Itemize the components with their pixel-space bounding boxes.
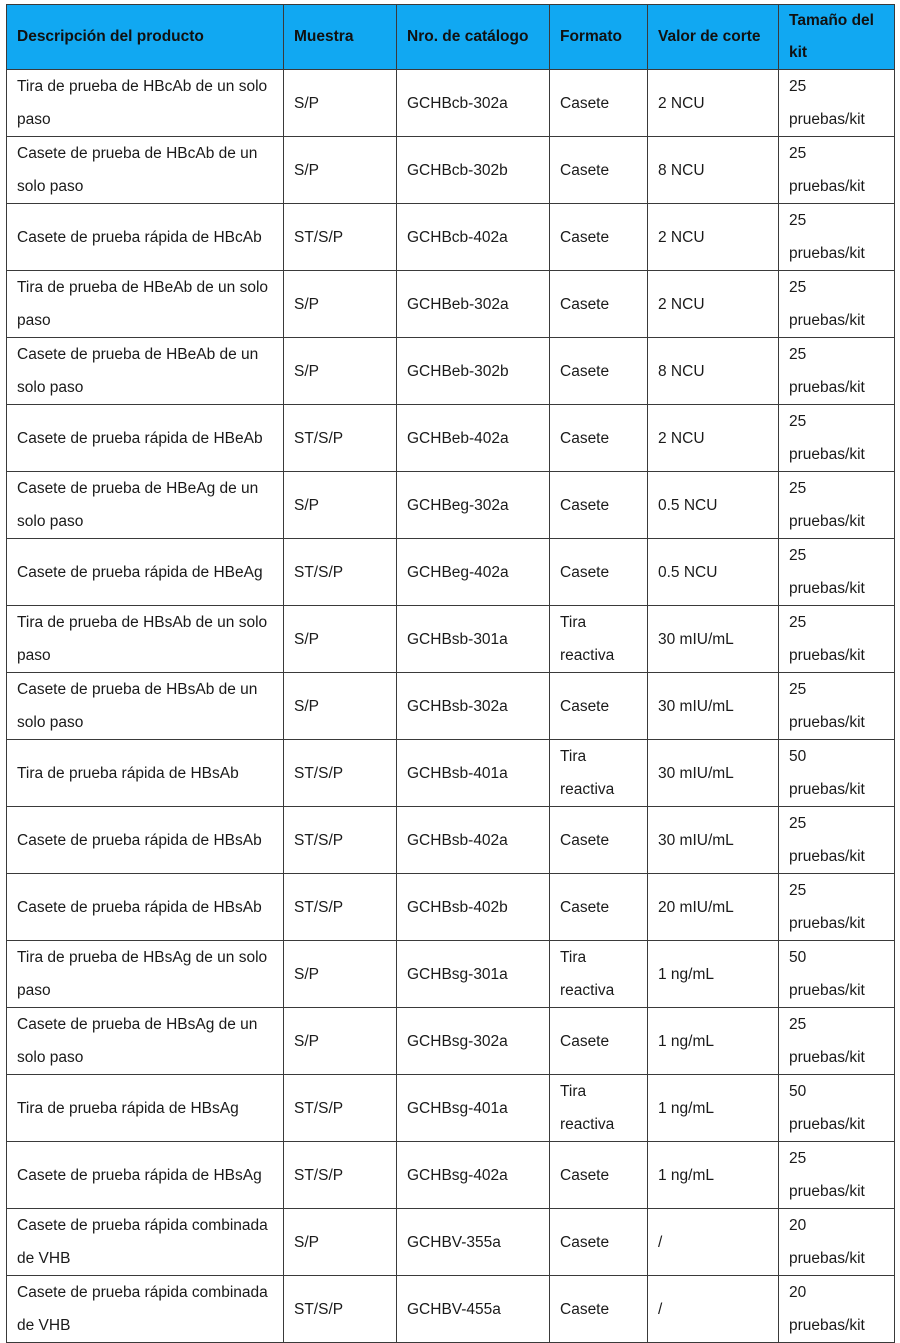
header-cutoff-value: Valor de corte: [648, 5, 779, 70]
cell-catalog-number: GCHBV-455a: [397, 1276, 550, 1343]
cell-kit-size: 25 pruebas/kit: [779, 673, 895, 740]
table-row: [7, 1142, 895, 1209]
cell-catalog-number: GCHBV-355a: [397, 1209, 550, 1276]
table-row: [7, 740, 895, 807]
cell-cutoff-value: 30 mIU/mL: [648, 807, 779, 874]
cell-format: Casete: [550, 874, 648, 941]
cell-product-description: Casete de prueba de HBsAb de un solo paso: [7, 673, 284, 740]
cell-kit-size: 25 pruebas/kit: [779, 405, 895, 472]
table-row: [7, 539, 895, 606]
cell-cutoff-value: /: [648, 1209, 779, 1276]
cell-kit-size: 25 pruebas/kit: [779, 606, 895, 673]
cell-sample: ST/S/P: [284, 1142, 397, 1209]
cell-format: Casete: [550, 70, 648, 137]
cell-cutoff-value: 2 NCU: [648, 405, 779, 472]
table-row: [7, 673, 895, 740]
header-sample: Muestra: [284, 5, 397, 70]
cell-sample: S/P: [284, 271, 397, 338]
cell-sample: S/P: [284, 472, 397, 539]
cell-cutoff-value: 2 NCU: [648, 70, 779, 137]
product-catalog-table: [6, 4, 895, 1343]
cell-catalog-number: GCHBsg-302a: [397, 1008, 550, 1075]
table-row: [7, 405, 895, 472]
cell-sample: S/P: [284, 137, 397, 204]
cell-cutoff-value: 8 NCU: [648, 137, 779, 204]
cell-product-description: Casete de prueba rápida de HBsAb: [7, 807, 284, 874]
cell-kit-size: 25 pruebas/kit: [779, 70, 895, 137]
table-row: [7, 472, 895, 539]
cell-kit-size: 20 pruebas/kit: [779, 1209, 895, 1276]
cell-sample: ST/S/P: [284, 1276, 397, 1343]
cell-catalog-number: GCHBsg-402a: [397, 1142, 550, 1209]
cell-format: Casete: [550, 1008, 648, 1075]
cell-format: Casete: [550, 1209, 648, 1276]
cell-cutoff-value: 1 ng/mL: [648, 1142, 779, 1209]
cell-product-description: Casete de prueba rápida combinada de VHB: [7, 1209, 284, 1276]
cell-sample: S/P: [284, 1209, 397, 1276]
table-row: [7, 807, 895, 874]
cell-kit-size: 50 pruebas/kit: [779, 1075, 895, 1142]
cell-kit-size: 25 pruebas/kit: [779, 472, 895, 539]
table-row: [7, 137, 895, 204]
cell-kit-size: 25 pruebas/kit: [779, 1142, 895, 1209]
cell-kit-size: 20 pruebas/kit: [779, 1276, 895, 1343]
cell-format: Tira reactiva: [550, 941, 648, 1008]
cell-cutoff-value: 2 NCU: [648, 204, 779, 271]
cell-product-description: Casete de prueba de HBeAb de un solo paso: [7, 338, 284, 405]
cell-kit-size: 25 pruebas/kit: [779, 137, 895, 204]
cell-product-description: Tira de prueba de HBsAb de un solo paso: [7, 606, 284, 673]
cell-catalog-number: GCHBsb-401a: [397, 740, 550, 807]
cell-cutoff-value: 1 ng/mL: [648, 1008, 779, 1075]
cell-kit-size: 50 pruebas/kit: [779, 941, 895, 1008]
cell-sample: ST/S/P: [284, 1075, 397, 1142]
cell-sample: S/P: [284, 1008, 397, 1075]
cell-sample: ST/S/P: [284, 539, 397, 606]
cell-cutoff-value: 0.5 NCU: [648, 472, 779, 539]
cell-product-description: Tira de prueba de HBeAb de un solo paso: [7, 271, 284, 338]
cell-catalog-number: GCHBeb-302a: [397, 271, 550, 338]
cell-product-description: Casete de prueba de HBeAg de un solo paso: [7, 472, 284, 539]
table-row: [7, 606, 895, 673]
cell-product-description: Casete de prueba rápida de HBeAb: [7, 405, 284, 472]
cell-sample: S/P: [284, 941, 397, 1008]
cell-product-description: Casete de prueba rápida de HBcAb: [7, 204, 284, 271]
cell-product-description: Tira de prueba de HBsAg de un solo paso: [7, 941, 284, 1008]
table-row: [7, 1075, 895, 1142]
table-body: [7, 70, 895, 1343]
cell-catalog-number: GCHBsb-302a: [397, 673, 550, 740]
cell-product-description: Casete de prueba rápida de HBsAb: [7, 874, 284, 941]
cell-product-description: Casete de prueba de HBcAb de un solo paso: [7, 137, 284, 204]
table-row: [7, 70, 895, 137]
cell-kit-size: 25 pruebas/kit: [779, 338, 895, 405]
cell-sample: S/P: [284, 673, 397, 740]
cell-catalog-number: GCHBsg-301a: [397, 941, 550, 1008]
cell-product-description: Tira de prueba rápida de HBsAb: [7, 740, 284, 807]
cell-product-description: Casete de prueba rápida de HBsAg: [7, 1142, 284, 1209]
cell-format: Casete: [550, 807, 648, 874]
cell-kit-size: 25 pruebas/kit: [779, 539, 895, 606]
table-row: [7, 941, 895, 1008]
cell-cutoff-value: 2 NCU: [648, 271, 779, 338]
cell-catalog-number: GCHBcb-302a: [397, 70, 550, 137]
cell-sample: S/P: [284, 338, 397, 405]
cell-kit-size: 25 pruebas/kit: [779, 807, 895, 874]
cell-format: Casete: [550, 405, 648, 472]
cell-cutoff-value: 8 NCU: [648, 338, 779, 405]
cell-sample: ST/S/P: [284, 204, 397, 271]
cell-catalog-number: GCHBcb-302b: [397, 137, 550, 204]
cell-sample: ST/S/P: [284, 740, 397, 807]
cell-kit-size: 25 pruebas/kit: [779, 874, 895, 941]
cell-product-description: Tira de prueba de HBcAb de un solo paso: [7, 70, 284, 137]
cell-catalog-number: GCHBeb-402a: [397, 405, 550, 472]
cell-kit-size: 50 pruebas/kit: [779, 740, 895, 807]
cell-cutoff-value: 30 mIU/mL: [648, 740, 779, 807]
cell-catalog-number: GCHBsb-402a: [397, 807, 550, 874]
cell-cutoff-value: 1 ng/mL: [648, 1075, 779, 1142]
cell-catalog-number: GCHBsb-402b: [397, 874, 550, 941]
header-row: [7, 5, 895, 70]
cell-sample: ST/S/P: [284, 405, 397, 472]
cell-cutoff-value: 0.5 NCU: [648, 539, 779, 606]
cell-cutoff-value: 30 mIU/mL: [648, 673, 779, 740]
table-row: [7, 1008, 895, 1075]
cell-catalog-number: GCHBcb-402a: [397, 204, 550, 271]
cell-sample: S/P: [284, 70, 397, 137]
table-row: [7, 204, 895, 271]
cell-format: Casete: [550, 673, 648, 740]
cell-cutoff-value: 30 mIU/mL: [648, 606, 779, 673]
cell-format: Casete: [550, 472, 648, 539]
cell-catalog-number: GCHBeg-302a: [397, 472, 550, 539]
header-catalog-number: Nro. de catálogo: [397, 5, 550, 70]
table-header: [7, 5, 895, 70]
cell-format: Tira reactiva: [550, 740, 648, 807]
cell-format: Tira reactiva: [550, 1075, 648, 1142]
cell-format: Casete: [550, 271, 648, 338]
header-kit-size: Tamaño del kit: [779, 5, 895, 70]
cell-format: Casete: [550, 1142, 648, 1209]
table-row: [7, 874, 895, 941]
cell-format: Tira reactiva: [550, 606, 648, 673]
cell-product-description: Casete de prueba de HBsAg de un solo paso: [7, 1008, 284, 1075]
cell-catalog-number: GCHBsg-401a: [397, 1075, 550, 1142]
cell-sample: S/P: [284, 606, 397, 673]
header-product-description: Descripción del producto: [7, 5, 284, 70]
cell-kit-size: 25 pruebas/kit: [779, 271, 895, 338]
cell-catalog-number: GCHBeb-302b: [397, 338, 550, 405]
cell-cutoff-value: /: [648, 1276, 779, 1343]
cell-format: Casete: [550, 539, 648, 606]
cell-sample: ST/S/P: [284, 807, 397, 874]
cell-format: Casete: [550, 204, 648, 271]
cell-format: Casete: [550, 137, 648, 204]
cell-catalog-number: GCHBeg-402a: [397, 539, 550, 606]
cell-format: Casete: [550, 1276, 648, 1343]
table-row: [7, 338, 895, 405]
table-row: [7, 271, 895, 338]
cell-cutoff-value: 20 mIU/mL: [648, 874, 779, 941]
cell-kit-size: 25 pruebas/kit: [779, 1008, 895, 1075]
cell-product-description: Casete de prueba rápida combinada de VHB: [7, 1276, 284, 1343]
cell-kit-size: 25 pruebas/kit: [779, 204, 895, 271]
cell-product-description: Casete de prueba rápida de HBeAg: [7, 539, 284, 606]
cell-catalog-number: GCHBsb-301a: [397, 606, 550, 673]
header-format: Formato: [550, 5, 648, 70]
cell-sample: ST/S/P: [284, 874, 397, 941]
cell-product-description: Tira de prueba rápida de HBsAg: [7, 1075, 284, 1142]
table-row: [7, 1276, 895, 1343]
cell-cutoff-value: 1 ng/mL: [648, 941, 779, 1008]
cell-format: Casete: [550, 338, 648, 405]
table-row: [7, 1209, 895, 1276]
